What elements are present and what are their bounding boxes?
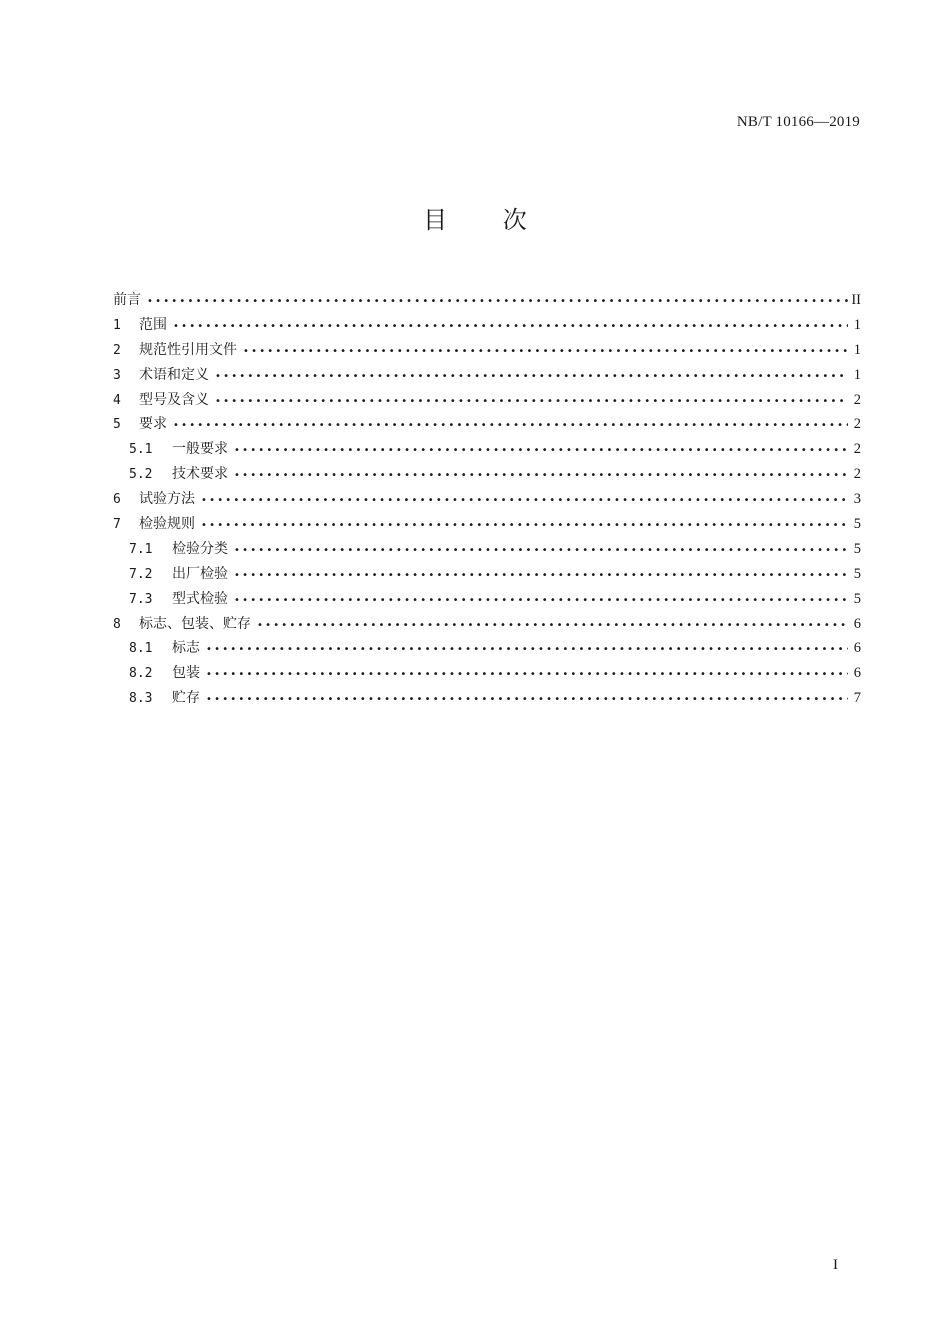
toc-entry-title: 包装 [172, 665, 200, 682]
toc-entry-title: 型式检验 [172, 590, 228, 607]
toc-entry-page: 1 [853, 341, 861, 358]
table-of-contents [113, 288, 861, 711]
dot-leader [201, 514, 848, 539]
toc-entry-page: 5 [853, 565, 861, 582]
toc-entry[interactable] [113, 562, 861, 587]
toc-entry-page: 6 [853, 665, 861, 682]
toc-entry-title: 术语和定义 [139, 366, 209, 383]
toc-entry-title: 标志 [172, 640, 200, 657]
standard-code: NB/T 10166—2019 [736, 114, 860, 130]
toc-entry-number: 6 [113, 492, 121, 508]
toc-entry-title: 检验规则 [139, 516, 195, 533]
dot-leader [234, 539, 848, 564]
toc-entry-number: 5.2 [129, 467, 153, 483]
toc-entry-title: 标志、包装、贮存 [139, 615, 251, 632]
toc-entry-number: 5.1 [129, 442, 153, 458]
toc-entry-title: 型号及含义 [139, 391, 209, 408]
dot-leader [173, 414, 848, 439]
toc-entry-page: 2 [853, 441, 861, 458]
toc-entry[interactable] [113, 437, 861, 462]
toc-entry-page: II [851, 292, 861, 308]
dot-leader [234, 464, 848, 489]
toc-entry-number: 8.1 [129, 641, 153, 657]
toc-entry-page: 7 [853, 690, 861, 707]
toc-entry[interactable] [113, 537, 861, 562]
toc-entry[interactable] [113, 636, 861, 661]
toc-entry-page: 1 [853, 316, 861, 333]
toc-entry-number: 1 [113, 317, 121, 333]
toc-entry-number: 5 [113, 417, 121, 433]
toc-entry[interactable] [113, 363, 861, 388]
toc-entry[interactable] [113, 412, 861, 437]
toc-entry[interactable] [113, 313, 861, 338]
toc-entry-page: 6 [853, 615, 861, 632]
dot-leader [243, 340, 848, 365]
dot-leader [234, 439, 848, 464]
dot-leader [234, 564, 848, 589]
toc-entry[interactable] [113, 388, 861, 413]
toc-entry-page: 5 [853, 540, 861, 557]
toc-entry-number: 7 [113, 517, 121, 533]
dot-leader [215, 365, 848, 390]
toc-entry[interactable] [113, 462, 861, 487]
dot-leader [206, 638, 848, 663]
dot-leader [201, 489, 848, 514]
toc-entry[interactable] [113, 587, 861, 612]
dot-leader [234, 589, 848, 614]
dot-leader [206, 688, 848, 713]
toc-entry[interactable] [113, 612, 861, 637]
toc-entry-title: 范围 [139, 316, 167, 333]
toc-entry[interactable] [113, 487, 861, 512]
toc-entry-title: 技术要求 [172, 466, 228, 483]
toc-entry-page: 2 [853, 416, 861, 433]
toc-entry-page: 3 [853, 491, 861, 508]
toc-entry-title: 规范性引用文件 [139, 341, 237, 358]
toc-entry-number: 8.3 [129, 691, 153, 707]
toc-entry-number: 7.3 [129, 591, 153, 607]
toc-entry-page: 6 [853, 640, 861, 657]
toc-entry[interactable] [113, 338, 861, 363]
toc-title: 目 次 [423, 206, 551, 234]
toc-entry-number: 8.2 [129, 666, 153, 682]
toc-entry-number: 3 [113, 367, 121, 383]
toc-entry-title: 检验分类 [172, 540, 228, 557]
page-number: I [833, 1257, 838, 1273]
toc-entry-page: 1 [853, 366, 861, 383]
dot-leader [147, 290, 848, 315]
toc-entry-title: 要求 [139, 416, 167, 433]
dot-leader [173, 315, 848, 340]
toc-entry-page: 2 [853, 466, 861, 483]
toc-entry-title: 前言 [113, 292, 141, 308]
toc-entry-page: 2 [853, 391, 861, 408]
toc-entry-number: 8 [113, 616, 121, 632]
toc-entry-number: 7.1 [129, 541, 153, 557]
dot-leader [257, 614, 848, 639]
dot-leader [206, 663, 848, 688]
toc-entry-number: 4 [113, 392, 121, 408]
toc-entry[interactable] [113, 288, 861, 313]
toc-entry-page: 5 [853, 516, 861, 533]
dot-leader [215, 390, 848, 415]
toc-entry-title: 出厂检验 [172, 565, 228, 582]
toc-entry-title: 贮存 [172, 690, 200, 707]
toc-entry-page: 5 [853, 590, 861, 607]
toc-entry-title: 试验方法 [139, 491, 195, 508]
toc-entry-number: 2 [113, 342, 121, 358]
toc-entry[interactable] [113, 661, 861, 686]
toc-entry-number: 7.2 [129, 566, 153, 582]
toc-entry-title: 一般要求 [172, 441, 228, 458]
toc-entry[interactable] [113, 512, 861, 537]
toc-entry[interactable] [113, 686, 861, 711]
